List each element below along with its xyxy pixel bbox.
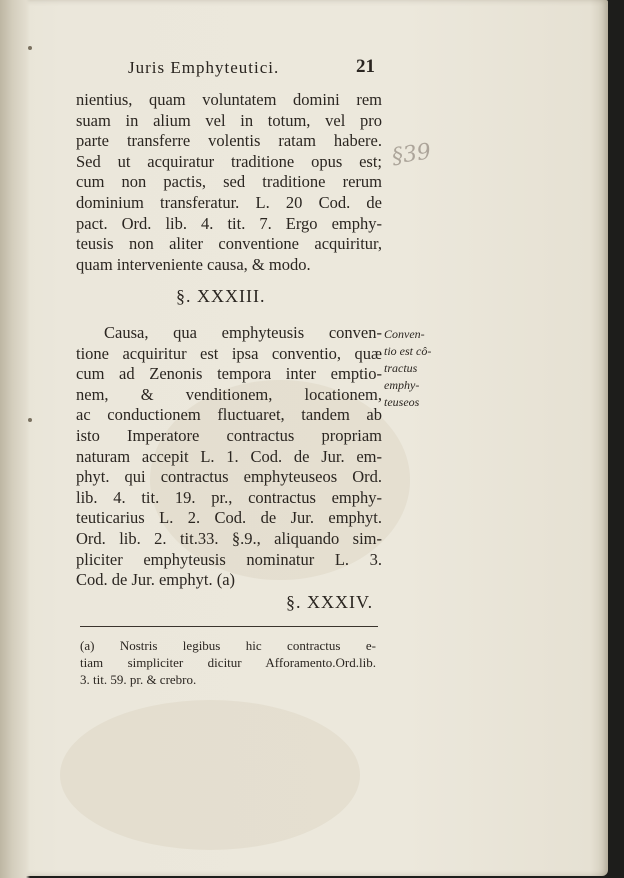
handwritten-annotation: §39: [390, 139, 433, 170]
margin-note-line: tractus: [384, 361, 418, 375]
margin-note-line: emphy-: [384, 378, 420, 392]
paragraph-continuation: [76, 90, 382, 275]
text-line: tione acquiritur est ipsa conventio, quæ: [76, 343, 382, 363]
text-line: teusis non aliter conventione acquiritur,: [76, 234, 382, 254]
text-line: Ord. lib. 2. tit.33. §.9., aliquando sim-: [76, 528, 382, 548]
footnote-line: (a) Nostris legibus hic contractus e-: [80, 638, 376, 653]
text-line: parte transferre volentis ratam habere.: [76, 131, 382, 151]
paragraph-section-33: [76, 323, 382, 591]
footnote-line: 3. tit. 59. pr. & crebro.: [80, 672, 197, 687]
text-line: Causa, qua emphyteusis conven-: [104, 323, 382, 342]
text-line: lib. 4. tit. 19. pr., contractus emphy-: [76, 487, 382, 507]
text-line: ac conductionem fluctuaret, tandem ab: [76, 405, 382, 425]
footnote: [80, 637, 376, 688]
text-line: nem, & venditionem, locationem,: [76, 384, 382, 404]
footnote-line: tiam simpliciter dicitur Afforamento.Ord.lib.: [80, 655, 376, 670]
binding-hole: [28, 418, 32, 422]
margin-note-line: tio est cô-: [384, 344, 432, 358]
text-line: cum non pactis, sed traditione rerum: [76, 172, 382, 192]
text-line: isto Imperatore contractus propriam: [76, 425, 382, 445]
page-number: 21: [356, 56, 375, 77]
margin-note-line: teuseos: [384, 395, 420, 409]
text-line: pact. Ord. lib. 4. tit. 7. Ergo emphy-: [76, 213, 382, 233]
text-line: pliciter emphyteusis nominatur L. 3.: [76, 549, 382, 569]
text-line: cum ad Zenonis tempora inter emptio-: [76, 364, 382, 384]
section-heading-33: §. XXXIII.: [176, 286, 266, 306]
margin-note-line: Conven-: [384, 327, 425, 341]
text-line: naturam accepit L. 1. Cod. de Jur. em-: [76, 446, 382, 466]
footnote-rule: [80, 626, 378, 627]
text-line: suam in alium vel in totum, vel pro: [76, 110, 382, 130]
binding-hole: [28, 46, 32, 50]
running-head: Juris Emphyteutici.: [128, 58, 280, 77]
text-line: teuticarius L. 2. Cod. de Jur. emphyt.: [76, 508, 382, 528]
text-line: Cod. de Jur. emphyt. (a): [76, 570, 236, 590]
text-line: quam interveniente causa, & modo.: [76, 254, 311, 274]
text-line: Sed ut acquiratur traditione opus est;: [76, 151, 382, 171]
text-line: nientius, quam voluntatem domini rem: [76, 90, 382, 109]
section-heading-34: §. XXXIV.: [286, 592, 374, 612]
binding-gutter: [0, 0, 30, 878]
text-line: phyt. qui contractus emphyteuseos Ord.: [76, 467, 382, 487]
text-line: dominium transferatur. L. 20 Cod. de: [76, 192, 382, 212]
margin-note: [384, 326, 444, 411]
paper-stain: [60, 700, 360, 850]
